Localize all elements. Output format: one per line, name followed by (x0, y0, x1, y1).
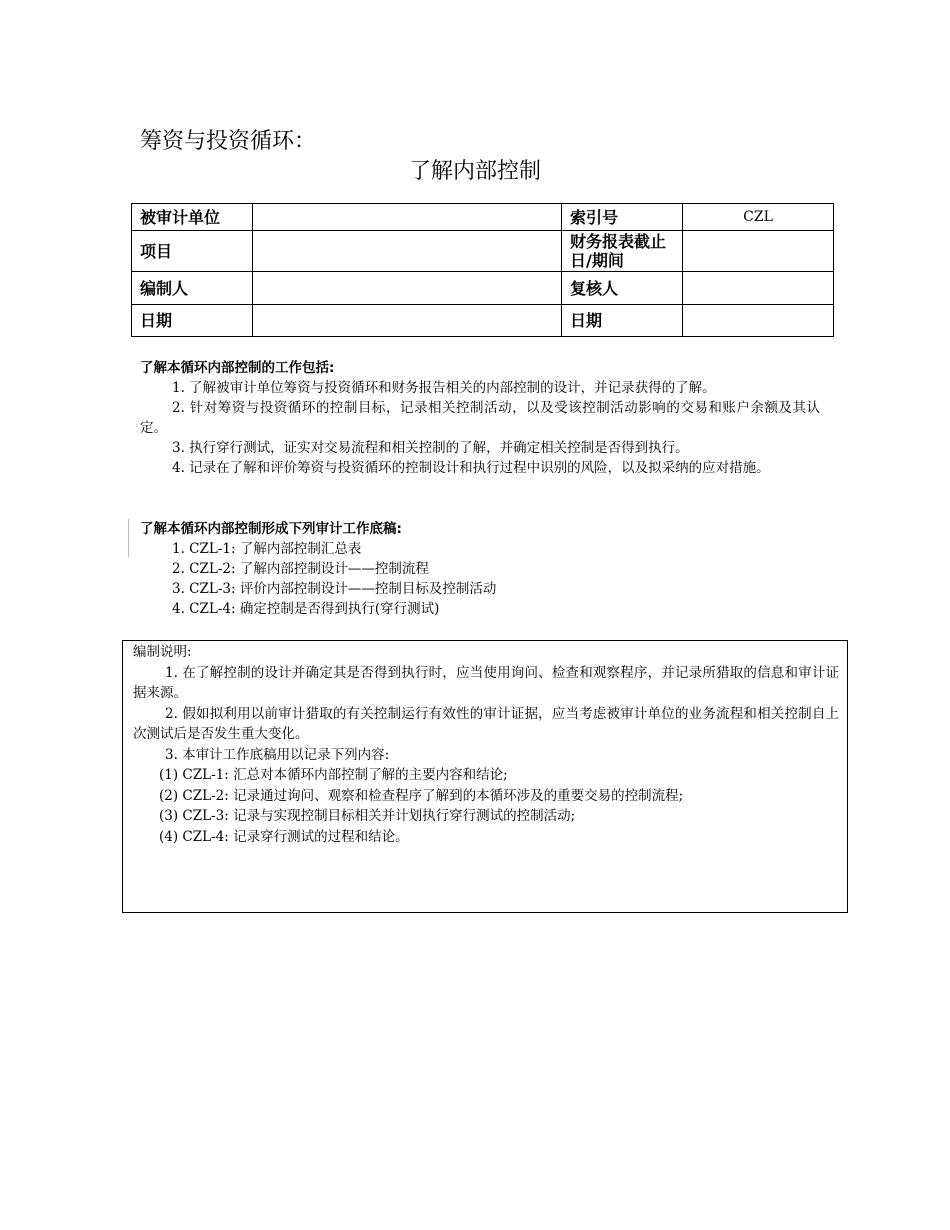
document-title: 筹资与投资循环： (140, 129, 317, 154)
auditee-field[interactable] (253, 204, 562, 231)
papers-item: 2. CZL-2: 了解内部控制设计——控制流程 (172, 561, 429, 577)
papers-section (140, 519, 820, 619)
preparer-label: 编制人 (132, 272, 253, 305)
notes-subitem: (2) CZL-2: 记录通过询问、观察和检查程序了解到的本循环涉及的重要交易的控制流程; (159, 787, 684, 804)
work-item: 2. 针对筹资与投资循环的控制目标，记录相关控制活动，以及受该控制活动影响的交易和账户余额及其认定。 (140, 400, 820, 436)
margin-marker (128, 519, 129, 557)
project-field[interactable] (253, 231, 562, 272)
date-field-1[interactable] (253, 305, 562, 337)
papers-item: 4. CZL-4: 确定控制是否得到执行(穿行测试) (172, 601, 440, 617)
date-field-2[interactable] (683, 305, 834, 337)
work-item: 4. 记录在了解和评价筹资与投资循环的控制设计和执行过程中识别的风险，以及拟采纳的应对措施。 (172, 460, 770, 476)
notes-paragraph: 3. 本审计工作底稿用以记录下列内容: (165, 746, 390, 763)
period-label: 财务报表截止日/期间 (562, 231, 683, 272)
reviewer-field[interactable] (683, 272, 834, 305)
notes-paragraph: 2. 假如拟利用以前审计猎取的有关控制运行有效性的审计证据，应当考虑被审计单位的业务流程和相关控制自上次测试后是否发生重大变化。 (133, 705, 839, 742)
work-section (140, 358, 820, 478)
papers-item: 1. CZL-1: 了解内部控制汇总表 (172, 541, 362, 557)
index-label: 索引号 (562, 204, 683, 231)
papers-heading: 了解本循环内部控制形成下列审计工作底稿: (140, 521, 402, 537)
notes-subitem: (4) CZL-4: 记录穿行测试的过程和结论。 (159, 828, 409, 845)
preparer-field[interactable] (253, 272, 562, 305)
work-item: 1. 了解被审计单位筹资与投资循环和财务报告相关的内部控制的设计，并记录获得的了解。 (172, 380, 716, 396)
notes-box (122, 640, 848, 913)
project-label: 项目 (132, 231, 253, 272)
auditee-label: 被审计单位 (132, 204, 253, 231)
document-subtitle: 了解内部控制 (408, 159, 541, 184)
notes-paragraph: 1. 在了解控制的设计并确定其是否得到执行时，应当使用询问、检查和观察程序，并记录所猎取的信息和审计证据来源。 (133, 664, 839, 701)
reviewer-label: 复核人 (562, 272, 683, 305)
work-item: 3. 执行穿行测试，证实对交易流程和相关控制的了解，并确定相关控制是否得到执行。 (172, 440, 689, 456)
index-field[interactable]: CZL (683, 204, 834, 231)
work-heading: 了解本循环内部控制的工作包括: (140, 360, 335, 376)
papers-item: 3. CZL-3: 评价内部控制设计——控制目标及控制活动 (172, 581, 497, 597)
info-table (131, 203, 834, 337)
date-label-2: 日期 (562, 305, 683, 337)
notes-heading: 编制说明: (133, 644, 192, 660)
period-field[interactable] (683, 231, 834, 272)
notes-subitem: (1) CZL-1: 汇总对本循环内部控制了解的主要内容和结论; (159, 767, 508, 783)
notes-subitem: (3) CZL-3: 记录与实现控制目标相关并计划执行穿行测试的控制活动; (159, 808, 576, 824)
date-label-1: 日期 (132, 305, 253, 337)
